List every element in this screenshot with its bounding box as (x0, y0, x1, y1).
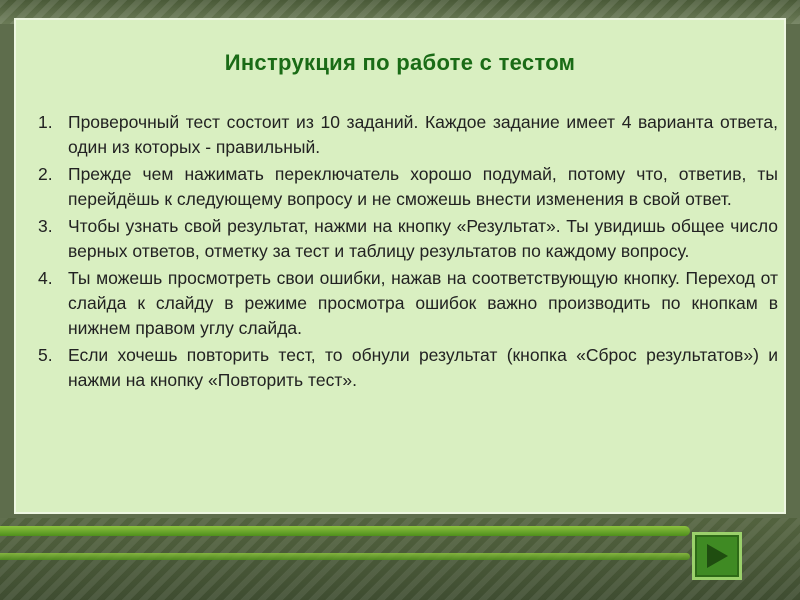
instruction-text: Проверочный тест состоит из 10 заданий. Каждое задание имеет 4 варианта ответа, один из которых - правильный. (68, 112, 778, 157)
green-accent-stripe-lower (0, 553, 690, 560)
slide-title: Инструкция по работе с тестом (224, 50, 576, 75)
instruction-text: Ты можешь просмотреть свои ошибки, нажав на соответствующую кнопку. Переход от слайда к слайду в режиме просмотра ошибок важно производить по кнопкам в нижнем правом углу слайда. (68, 268, 778, 338)
instruction-item (38, 110, 778, 160)
play-arrow-icon (705, 543, 729, 569)
green-accent-stripe (0, 526, 690, 536)
instruction-item (38, 343, 778, 393)
instruction-item (38, 214, 778, 264)
instruction-number: 4. (38, 268, 53, 288)
instruction-number: 1. (38, 112, 53, 132)
instruction-number: 5. (38, 345, 53, 365)
next-slide-button[interactable] (692, 532, 742, 580)
instruction-item (38, 162, 778, 212)
instruction-text: Если хочешь повторить тест, то обнули результат (кнопка «Сброс результатов») и нажми на кнопку «Повторить тест». (68, 345, 778, 390)
instruction-text: Прежде чем нажимать переключатель хорошо подумай, потому что, ответив, ты перейдёшь к следующему вопросу и не сможешь внести изменения в свой ответ. (68, 164, 778, 209)
instruction-text: Чтобы узнать свой результат, нажми на кнопку «Результат». Ты увидишь общее число верных ответов, отметку за тест и таблицу результатов по каждому вопросу. (68, 216, 778, 261)
instruction-number: 3. (38, 216, 53, 236)
instruction-number: 2. (38, 164, 53, 184)
content-panel (14, 18, 786, 514)
instruction-list (38, 110, 778, 395)
instruction-item (38, 266, 778, 341)
